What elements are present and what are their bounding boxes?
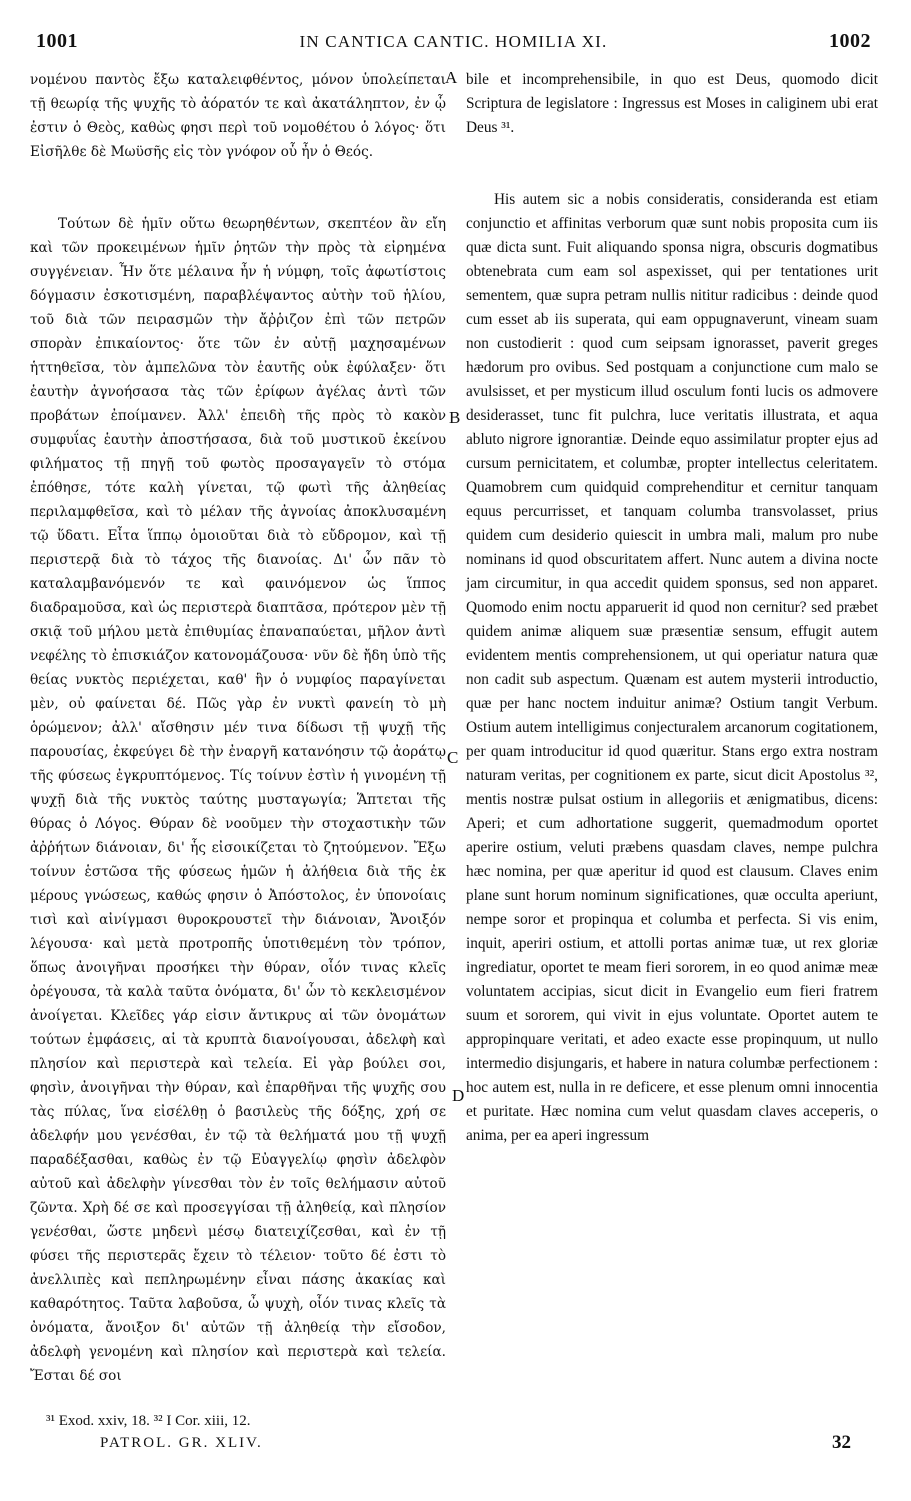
- page-header: [36, 30, 871, 58]
- latin-paragraph-2: His autem sic a nobis consideratis, consideranda est etiam conjunctio et affinitas verborum quæ sunt nobis proposita cum iis quæ dicta sunt. Fuit aliquando sponsa nigra, obscuris dogmatibus obtenebrata cum eam sol aspexisset, qui per tentationes urit sementem, quæ supra petram nullis nititur radicibus : deinde quod cum esset ab iis superata, qui eam oppugnaverunt, vineam suam non custodierit : quod cum seipsam ignorasset, paverit greges hædorum pro ovibus. Sed postquam a conjunctione cum malo se avulsisset, et per mysticum illud osculum fonti lucis os admovere desiderasset, tunc fit pulchra, luce veritatis illustrata, et aqua abluto nigrore ignorantiæ. Deinde equo assimilatur propter ejus ad cursum pernicitatem, et columbæ, propter intellectus celeritatem. Quamobrem cum quidquid comprehenditur et cernitur tanquam equus percurrisset, et tanquam columba transvolasset, prius quidem cum desiderio quiescit in umbra mali, malum pro nube nominans id quod obscuritatem affert. Nunc autem a divina nocte jam circumitur, in qua accedit quidem sponsus, sed non apparet. Quomodo enim noctu apparuerit id quod non cernitur? sed præbet quidem animæ aliquem suæ præsentiæ sensum, effugit autem evidentem mentis comprehensionem, ut qui operiatur natura quæ non cadit sub aspectum. Quænam est autem mysterii introductio, quæ per hanc noctem induitur animæ? Ostium tangit Verbum. Ostium autem intelligimus conjecturalem arcanorum cogitationem, per quam introducitur id quod quæritur. Stans ergo extra nostram naturam veritas, per cognitionem ex parte, sicut dicit Apostolus ³², mentis nostræ pulsat ostium in allegoriis et ænigmatibus, dicens: Aperi; et cum adhortatione suggerit, quemadmodum oportet aperire ostium, veluti præbens quasdam claves, nempe pulchra hæc nomina, per quæ aperitur id quod est clausum. Claves enim plane sunt horum nominum significationes, quæ occulta aperiunt, nempe soror et propinqua et columba et perfecta. Si vis enim, inquit, aperiri ostium, et attolli portas animæ tuæ, ut rex gloriæ ingrediatur, oportet te meam fieri sororem, in eo quod animæ meæ voluntatem accipias, sicut dicit in Evangelio eum fieri fratrem suum et sororem, qui vivit in ejus voluntate. Oportet autem te appropinquare veritati, et adeo exacte esse propinquum, ut nullo intermedio disjungaris, et habere in natura columbæ perfectionem : hoc autem est, nulla in re deficere, et esse plenum omni innocentia et puritate. Hæc nomina cum velut quasdam claves acceperis, o anima, per ea aperi ingressum: [466, 191, 878, 1144]
- greek-column: [30, 68, 446, 1388]
- footnotes: ³¹ Exod. xxiv, 18. ³² I Cor. xiii, 12.: [46, 1413, 251, 1429]
- source-line: PATROL. GR. XLIV.: [100, 1435, 263, 1451]
- margin-marker-c: C: [447, 748, 459, 767]
- signature-mark: 32: [832, 1432, 851, 1453]
- page-number-right: 1002: [829, 30, 871, 52]
- latin-paragraph-1: bile et incomprehensibile, in quo est Deus, quomodo dicit Scriptura de legislatore : Ingressus est Moses in caliginem ubi erat Deus ³¹.: [466, 71, 878, 136]
- greek-paragraph-1: νομένου παντὸς ἔξω καταλειφθέντος, μόνον ὑπολείπεται τῇ θεωρίᾳ τῆς ψυχῆς τὸ ἀόρατόν τε καὶ ἀκατάληπτον, ἐν ᾧ ἐστιν ὁ Θεὸς, καθὼς φησι περὶ τοῦ νομοθέτου ὁ λόγος· ὅτι Εἰσῆλθε δὲ Μωϋσῆς εἰς τὸν γνόφον οὗ ἦν ὁ Θεός.: [30, 72, 446, 160]
- margin-marker-d: D: [452, 1086, 465, 1105]
- running-title: IN CANTICA CANTIC. HOMILIA XI.: [299, 32, 608, 51]
- greek-paragraph-2: Τούτων δὲ ἡμῖν οὕτω θεωρηθέντων, σκεπτέον ἂν εἴη καὶ τῶν προκειμένων ἡμῖν ῥητῶν τὴν πρὸς τὰ εἰρημένα συγγένειαν. Ἦν ὅτε μέλαινα ἦν ἡ νύμφη, τοῖς ἀφωτίστοις δόγμασιν ἐσκοτισμένη, παραβλέψαντος αὐτὴν τοῦ ἡλίου, τοῦ διὰ τῶν πειρασμῶν τὴν ἄῤῥιζον ἐπὶ τῶν πετρῶν σπορὰν ἐπικαίοντος· ὅτε τῶν ἐν αὐτῇ μαχησαμένων ἡττηθεῖσα, τὸν ἀμπελῶνα τὸν ἑαυτῆς οὐκ ἐφύλαξεν· ὅτι ἑαυτὴν ἀγνοήσασα τὰς τῶν ἐρίφων ἀγέλας ἀντὶ τῶν προβάτων ἐποίμανεν. Ἀλλ' ἐπειδὴ τῆς πρὸς τὸ κακὸν συμφυΐας ἑαυτὴν ἀποστήσασα, διὰ τοῦ μυστικοῦ ἐκείνου φιλήματος τῇ πηγῇ τοῦ φωτὸς προσαγαγεῖν τὸ στόμα ἐπόθησε, τότε καλὴ γίνεται, τῷ φωτὶ τῆς ἀληθείας περιλαμφθεῖσα, καὶ τὸ μέλαν τῆς ἀγνοίας ἀποκλυσαμένη τῷ ὕδατι. Εἶτα ἵππῳ ὁμοιοῦται διὰ τὸ εὔδρομον, καὶ τῇ περιστερᾷ διὰ τὸ τάχος τῆς διανοίας. Δι' ὧν πᾶν τὸ καταλαμβανόμενόν τε καὶ φαινόμενον ὡς ἵππος διαδραμοῦσα, καὶ ὡς περιστερὰ διαπτᾶσα, πρότερον μὲν τῇ σκιᾷ τοῦ μήλου μετὰ ἐπιθυμίας ἐπαναπαύεται, μῆλον ἀντὶ νεφέλης τὸ ἐπισκιάζον κατονομάζουσα· νῦν δὲ ἤδη ὑπὸ τῆς θείας νυκτὸς περιέχεται, καθ' ἣν ὁ νυμφίος παραγίνεται μὲν, οὐ φαίνεται δέ. Πῶς γὰρ ἐν νυκτὶ φανείη τὸ μὴ ὁρώμενον; ἀλλ' αἴσθησιν μέν τινα δίδωσι τῇ ψυχῇ τῆς παρουσίας, ἐκφεύγει δὲ τὴν ἐναργῆ κατανόησιν τῷ ἀοράτῳ τῆς φύσεως ἐγκρυπτόμενος. Τίς τοίνυν ἐστὶν ἡ γινομένη τῇ ψυχῇ διὰ τῆς νυκτὸς ταύτης μυσταγωγία; Ἅπτεται τῆς θύρας ὁ Λόγος. Θύραν δὲ νοοῦμεν τὴν στοχαστικὴν τῶν ἀῤῥήτων διάνοιαν, δι' ἧς εἰσοικίζεται τὸ ζητούμενον. Ἔξω τοίνυν ἑστῶσα τῆς φύσεως ἡμῶν ἡ ἀλήθεια διὰ τῆς ἐκ μέρους γνώσεως, καθώς φησιν ὁ Ἀπόστολος, ἐν ὑπονοίαις τισὶ καὶ αἰνίγμασι θυροκρουστεῖ τὴν διάνοιαν, Ἄνοιξόν λέγουσα· καὶ μετὰ προτροπῆς ὑποτιθεμένη τὸν τρόπον, ὅπως ἀνοιγῆναι προσήκει τὴν θύραν, οἷόν τινας κλεῖς ὀρέγουσα, τὰ καλὰ ταῦτα ὀνόματα, δι' ὧν τὸ κεκλεισμένον ἀνοίγεται. Κλεῖδες γάρ εἰσιν ἄντικρυς αἱ τῶν ὀνομάτων τούτων ἐμφάσεις, αἱ τὰ κρυπτὰ διανοίγουσαι, ἀδελφὴ καὶ πλησίον καὶ περιστερὰ καὶ τελεία. Εἰ γὰρ βούλει σοι, φησὶν, ἀνοιγῆναι τὴν θύραν, καὶ ἐπαρθῆναι τῆς ψυχῆς σου τὰς πύλας, ἵνα εἰσέλθῃ ὁ βασιλεὺς τῆς δόξης, χρή σε ἀδελφήν μου γενέσθαι, ἐν τῷ τὰ θελήματά μου τῇ ψυχῇ παραδέξασθαι, καθὼς ἐν τῷ Εὐαγγελίῳ φησὶν ἀδελφὸν αὐτοῦ καὶ ἀδελφὴν γίνεσθαι τὸν ἐν τοῖς θελήμασιν αὐτοῦ ζῶντα. Χρὴ δέ σε καὶ προσεγγίσαι τῇ ἀληθείᾳ, καὶ πλησίον γενέσθαι, ὥστε μηδενὶ μέσῳ διατειχίζεσθαι, καὶ ἐν τῇ φύσει τῆς περιστερᾶς ἔχειν τὸ τέλειον· τοῦτο δέ ἐστι τὸ ἀνελλιπὲς καὶ πεπληρωμένην εἶναι πάσης ἀκακίας καὶ καθαρότητος. Ταῦτα λαβοῦσα, ὦ ψυχὴ, οἷόν τινας κλεῖς τὰ ὀνόματα, ἄνοιξον δι' αὐτῶν τῇ ἀληθείᾳ τὴν εἴσοδον, ἀδελφὴ γενομένη καὶ πλησίον καὶ περιστερὰ καὶ τελεία. Ἔσται δέ σοι: [30, 216, 446, 1384]
- margin-marker-b: B: [449, 408, 461, 427]
- margin-marker-a: A: [445, 68, 458, 87]
- page-number-left: 1001: [36, 30, 78, 52]
- latin-column: [466, 68, 878, 1148]
